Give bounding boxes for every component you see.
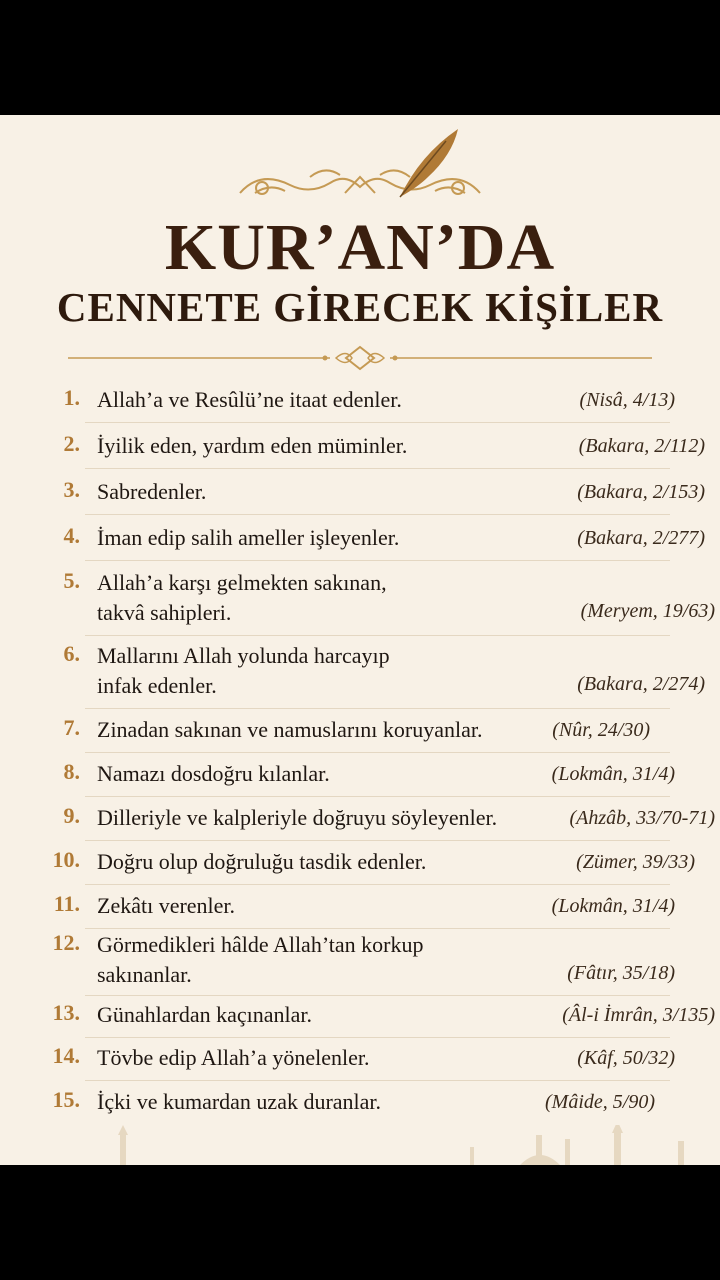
item-text: İyilik eden, yardım eden müminler. (97, 433, 408, 458)
item-reference: (Bakara, 2/274) (577, 673, 705, 695)
item-text: Allah’a ve Resûlü’ne itaat edenler. (97, 387, 402, 412)
item-reference: (Meryem, 19/63) (580, 600, 715, 622)
item-reference: (Kâf, 50/32) (577, 1047, 675, 1069)
list-item (40, 568, 715, 630)
item-number: 10. (52, 847, 80, 872)
item-reference: (Nûr, 24/30) (552, 719, 650, 741)
list-item (40, 930, 705, 992)
row-divider (85, 840, 670, 841)
row-divider (85, 796, 670, 797)
row-divider (85, 635, 670, 636)
list-item (40, 1043, 705, 1073)
list-item (40, 431, 705, 461)
row-divider (85, 884, 670, 885)
list-item (40, 385, 705, 415)
poster-card (0, 115, 720, 1165)
item-number: 13. (52, 1000, 80, 1025)
row-divider (85, 1080, 670, 1081)
item-number: 14. (52, 1043, 80, 1068)
item-reference: (Bakara, 2/153) (577, 481, 705, 503)
item-reference: (Mâide, 5/90) (545, 1091, 655, 1113)
item-reference: (Zümer, 39/33) (576, 851, 695, 873)
item-reference: (Lokmân, 31/4) (551, 763, 675, 785)
item-number: 9. (63, 803, 80, 828)
item-text: Mallarını Allah yolunda harcayıp infak edenler. (97, 643, 390, 698)
list-item (40, 803, 715, 833)
item-number: 3. (63, 477, 80, 502)
item-number: 2. (63, 431, 80, 456)
item-reference: (Fâtır, 35/18) (567, 962, 675, 984)
item-reference: (Âl-i İmrân, 3/135) (562, 1004, 715, 1026)
list-item (40, 641, 705, 703)
list-item (40, 1000, 715, 1030)
item-text: Namazı dosdoğru kılanlar. (97, 761, 330, 786)
item-text: Günahlardan kaçınanlar. (97, 1002, 313, 1027)
list-item (40, 759, 705, 789)
item-text: İçki ve kumardan uzak duranlar. (97, 1089, 382, 1114)
list-item (40, 891, 705, 921)
row-divider (85, 560, 670, 561)
list-item (40, 847, 705, 877)
item-text: Zinadan sakınan ve namuslarını koruyanlar. (97, 717, 483, 742)
feather-flourish-icon (0, 115, 720, 215)
row-divider (85, 514, 670, 515)
item-text: İman edip salih ameller işleyenler. (97, 525, 400, 550)
item-reference: (Ahzâb, 33/70-71) (569, 807, 715, 829)
row-divider (85, 928, 670, 929)
item-text: Dilleriyle ve kalpleriyle doğruyu söyleyenler. (97, 805, 498, 830)
list-item (40, 1087, 705, 1117)
mosque-skyline-icon (0, 1125, 720, 1165)
list-item (40, 523, 705, 553)
row-divider (85, 752, 670, 753)
item-text: Allah’a karşı gelmekten sakınan, takvâ sahipleri. (97, 570, 387, 625)
item-text: Görmedikleri hâlde Allah’tan korkup sakınanlar. (97, 932, 424, 987)
item-number: 5. (63, 568, 80, 593)
item-number: 12. (52, 930, 80, 955)
divider-ornament-icon (0, 343, 720, 373)
row-divider (85, 468, 670, 469)
item-text: Doğru olup doğruluğu tasdik edenler. (97, 849, 427, 874)
row-divider (85, 995, 670, 996)
page-title: KUR’AN’DA (164, 211, 556, 284)
item-number: 15. (52, 1087, 80, 1112)
row-divider (85, 1037, 670, 1038)
row-divider (85, 708, 670, 709)
list-item (40, 477, 705, 507)
item-number: 6. (63, 641, 80, 666)
item-text: Sabredenler. (97, 479, 207, 504)
item-number: 11. (53, 891, 80, 916)
page-subtitle: CENNETE GİRECEK KİŞİLER (56, 284, 664, 330)
item-number: 1. (63, 385, 80, 410)
item-reference: (Lokmân, 31/4) (551, 895, 675, 917)
item-number: 4. (63, 523, 80, 548)
item-text: Tövbe edip Allah’a yönelenler. (97, 1045, 370, 1070)
item-number: 8. (63, 759, 80, 784)
item-reference: (Nisâ, 4/13) (579, 389, 675, 411)
row-divider (85, 422, 670, 423)
item-reference: (Bakara, 2/277) (577, 527, 705, 549)
item-text: Zekâtı verenler. (97, 893, 236, 918)
list-item (40, 715, 705, 745)
item-number: 7. (63, 715, 80, 740)
item-reference: (Bakara, 2/112) (578, 435, 705, 457)
